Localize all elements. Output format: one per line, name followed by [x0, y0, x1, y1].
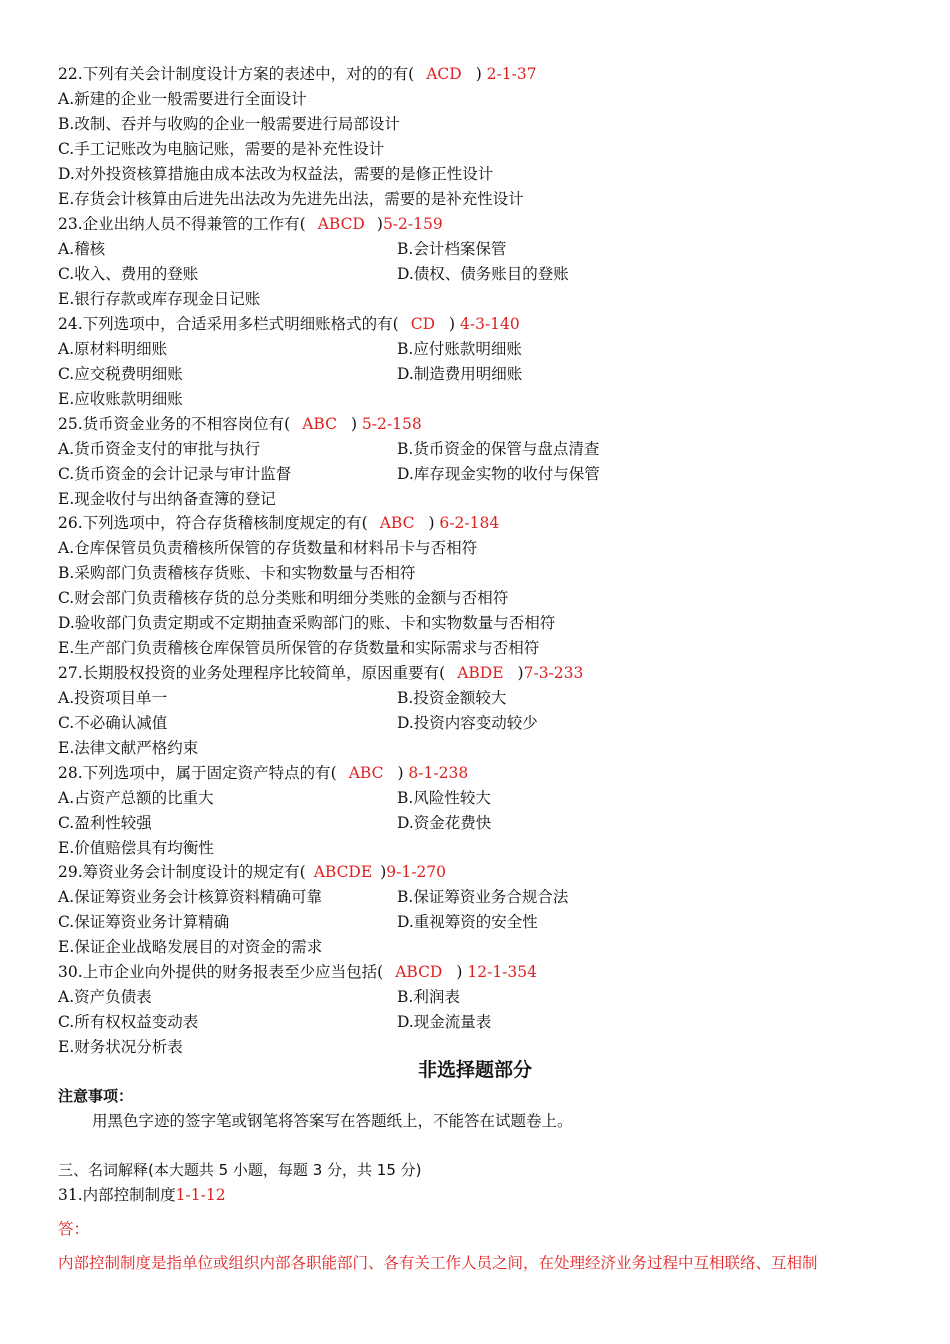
- answer-27: ABDE: [457, 664, 504, 682]
- option-22-d: D.对外投资核算措施由成本法改为权益法，需要的是修正性设计: [58, 165, 494, 183]
- option-29-b: B.保证筹资业务合规合法: [397, 888, 569, 906]
- option-25-a: A.货币资金支付的审批与执行: [58, 440, 261, 458]
- answer-29: ABCDE: [313, 863, 373, 881]
- option-24-e: E.应收账款明细账: [58, 390, 183, 408]
- question-24-stem: 24.下列选项中，合适采用多栏式明细账格式的有( CD ) 4-3-140: [58, 315, 520, 333]
- question-27-stem: 27.长期股权投资的业务处理程序比较简单，原因重要有( ABDE )7-3-233: [58, 664, 584, 682]
- option-23-d: D.债权、债务账目的登账: [397, 265, 569, 283]
- question-30-stem: 30.上市企业向外提供的财务报表至少应当包括( ABCD ) 12-1-354: [58, 963, 538, 981]
- option-26-a: A.仓库保管员负责稽核所保管的存货数量和材料吊卡与否相符: [58, 539, 478, 557]
- answer-30: ABCD: [395, 963, 443, 981]
- answer-28: ABC: [348, 764, 384, 782]
- option-22-e: E.存货会计核算由后进先出法改为先进先出法，需要的是补充性设计: [58, 190, 524, 208]
- option-30-c: C.所有权权益变动表: [58, 1013, 199, 1031]
- notice-text: 用黑色字迹的签字笔或钢笔将答案写在答题纸上，不能答在试题卷上。: [92, 1112, 573, 1130]
- option-28-d: D.资金花费快: [397, 814, 492, 832]
- option-25-e: E.现金收付与出纳备查簿的登记: [58, 490, 276, 508]
- option-29-a: A.保证筹资业务会计核算资料精确可靠: [58, 888, 323, 906]
- option-22-c: C.手工记账改为电脑记账，需要的是补充性设计: [58, 140, 385, 158]
- ref-30: 12-1-354: [467, 963, 538, 981]
- notice-label: 注意事项：: [58, 1087, 134, 1105]
- option-30-e: E.财务状况分析表: [58, 1038, 183, 1056]
- option-30-a: A.资产负债表: [58, 988, 152, 1006]
- option-26-d: D.验收部门负责定期或不定期抽查采购部门的账、卡和实物数量与否相符: [58, 614, 556, 632]
- option-24-b: B.应付账款明细账: [397, 340, 522, 358]
- answer-22: ACD: [426, 65, 462, 83]
- ref-22: 2-1-37: [486, 65, 537, 83]
- option-25-c: C.货币资金的会计记录与审计监督: [58, 465, 292, 483]
- answer-23: ABCD: [317, 215, 365, 233]
- ref-25: 5-2-158: [361, 415, 422, 433]
- option-24-a: A.原材料明细账: [58, 340, 168, 358]
- part3-heading: 三、名词解释(本大题共 5 小题，每题 3 分，共 15 分): [58, 1161, 422, 1179]
- option-22-b: B.改制、吞并与收购的企业一般需要进行局部设计: [58, 115, 400, 133]
- ref-27: 7-3-233: [523, 664, 584, 682]
- question-31-stem: 31.内部控制制度1-1-12: [58, 1186, 226, 1204]
- option-26-e: E.生产部门负责稽核仓库保管员所保管的存货数量和实际需求与否相符: [58, 639, 540, 657]
- option-30-b: B.利润表: [397, 988, 460, 1006]
- option-28-c: C.盈利性较强: [58, 814, 152, 832]
- section-title: 非选择题部分: [417, 1059, 532, 1081]
- ref-28: 8-1-238: [408, 764, 469, 782]
- option-23-a: A.稽核: [58, 240, 106, 258]
- question-22-stem: 22.下列有关会计制度设计方案的表述中，对的的有( ACD ) 2-1-37: [58, 65, 537, 83]
- option-28-e: E.价值赔偿具有均衡性: [58, 839, 214, 857]
- option-27-b: B.投资金额较大: [397, 689, 507, 707]
- ref-31: 1-1-12: [175, 1186, 226, 1204]
- option-27-e: E.法律文献严格约束: [58, 739, 199, 757]
- ref-23: 5-2-159: [382, 215, 443, 233]
- question-26-stem: 26.下列选项中，符合存货稽核制度规定的有( ABC ) 6-2-184: [58, 514, 500, 532]
- option-23-b: B.会计档案保管: [397, 240, 507, 258]
- answer-25: ABC: [302, 415, 337, 433]
- option-28-b: B.风险性较大: [397, 789, 491, 807]
- answer-label: 答：: [58, 1220, 90, 1238]
- option-23-e: E.银行存款或库存现金日记账: [58, 290, 261, 308]
- ref-29: 9-1-270: [386, 863, 447, 881]
- option-27-d: D.投资内容变动较少: [397, 714, 538, 732]
- question-28-stem: 28.下列选项中，属于固定资产特点的有( ABC ) 8-1-238: [58, 764, 469, 782]
- option-29-d: D.重视筹资的安全性: [397, 913, 538, 931]
- option-25-b: B.货币资金的保管与盘点清查: [397, 440, 600, 458]
- option-27-c: C.不必确认减值: [58, 714, 168, 732]
- question-29-stem: 29.筹资业务会计制度设计的规定有( ABCDE )9-1-270: [58, 863, 447, 881]
- option-24-c: C.应交税费明细账: [58, 365, 183, 383]
- option-26-b: B.采购部门负责稽核存货账、卡和实物数量与否相符: [58, 564, 416, 582]
- ref-24: 4-3-140: [459, 315, 520, 333]
- option-30-d: D.现金流量表: [397, 1013, 492, 1031]
- option-26-c: C.财会部门负责稽核存货的总分类账和明细分类账的金额与否相符: [58, 589, 509, 607]
- option-24-d: D.制造费用明细账: [397, 365, 523, 383]
- answer-24: CD: [410, 315, 435, 333]
- option-28-a: A.占资产总额的比重大: [58, 789, 214, 807]
- option-29-c: C.保证筹资业务计算精确: [58, 913, 230, 931]
- option-27-a: A.投资项目单一: [58, 689, 168, 707]
- option-25-d: D.库存现金实物的收付与保管: [397, 465, 600, 483]
- ref-26: 6-2-184: [439, 514, 500, 532]
- answer-31-text: 内部控制制度是指单位或组织内部各职能部门、各有关工作人员之间，在处理经济业务过程中互相联络、互相制: [58, 1254, 818, 1272]
- option-23-c: C.收入、费用的登账: [58, 265, 199, 283]
- answer-26: ABC: [379, 514, 415, 532]
- question-25-stem: 25.货币资金业务的不相容岗位有( ABC ) 5-2-158: [58, 415, 422, 433]
- question-23-stem: 23.企业出纳人员不得兼管的工作有( ABCD )5-2-159: [58, 215, 443, 233]
- option-29-e: E.保证企业战略发展目的对资金的需求: [58, 938, 323, 956]
- option-22-a: A.新建的企业一般需要进行全面设计: [58, 90, 307, 108]
